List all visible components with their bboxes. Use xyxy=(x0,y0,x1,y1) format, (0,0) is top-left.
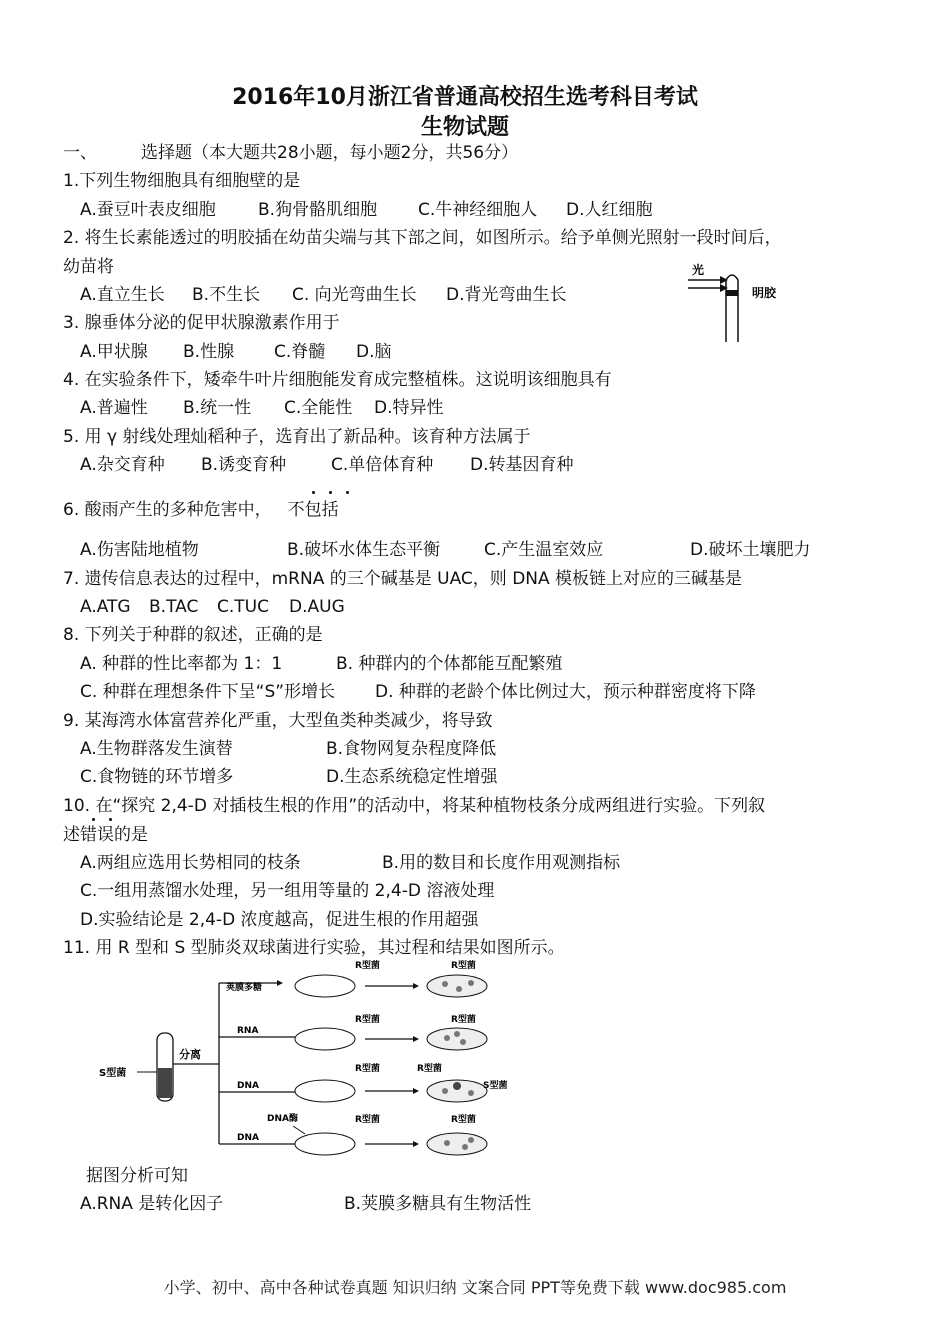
emphasis-dot xyxy=(346,491,349,494)
row-arrowhead xyxy=(277,980,283,986)
q7-option-c: C.TUC xyxy=(217,597,269,617)
question-6-stem xyxy=(63,498,339,522)
question-2-stem: 2. 将生长素能透过的明胶插在幼苗尖端与其下部之间，如图所示。给予单侧光照射一段时间后， xyxy=(63,228,782,248)
q8-option-d: D. 种群的老龄个体比例过大，预示种群密度将下降 xyxy=(375,682,756,702)
q7-option-d: D.AUG xyxy=(289,597,345,617)
section-note: （本大题共28小题，每小题2分，共56分） xyxy=(192,143,519,163)
row-label: DNA xyxy=(237,1133,259,1143)
r-strain-label: R型菌 xyxy=(355,1015,380,1025)
enzyme-arrow xyxy=(293,1126,305,1134)
q7-option-b: B.TAC xyxy=(149,597,199,617)
q10-option-b: B.用的数目和长度作用观测指标 xyxy=(382,853,621,873)
result-arrowhead xyxy=(413,1088,419,1094)
light-label: 光 xyxy=(692,263,705,277)
q1-option-c: C.牛神经细胞人 xyxy=(418,200,538,220)
separate-label: 分离 xyxy=(179,1048,201,1061)
section-heading xyxy=(63,141,518,165)
colony xyxy=(462,1144,468,1150)
q6-option-c: C.产生温室效应 xyxy=(484,540,604,560)
q5-option-c: C.单倍体育种 xyxy=(331,455,434,475)
q5-option-d: D.转基因育种 xyxy=(470,455,574,475)
result-plate xyxy=(427,1133,487,1155)
q8-option-c: C. 种群在理想条件下呈“S”形增长 xyxy=(80,682,336,702)
question-10-stem-cont: 述错误的是 xyxy=(63,825,148,845)
gel-block xyxy=(726,290,738,296)
q3-option-d: D.脑 xyxy=(356,342,392,362)
emphasis-dot xyxy=(312,491,315,494)
q1-option-a: A.蚕豆叶表皮细胞 xyxy=(80,200,216,220)
q4-option-a: A.普遍性 xyxy=(80,398,148,418)
culture-plate xyxy=(295,1028,355,1050)
q6-option-d: D.破坏土壤肥力 xyxy=(690,540,811,560)
culture-plate xyxy=(295,1133,355,1155)
r-strain-label: R型菌 xyxy=(451,1115,476,1125)
colony xyxy=(442,1088,448,1094)
question-3-stem: 3. 腺垂体分泌的促甲状腺激素作用于 xyxy=(63,313,340,333)
tube-label: S型菌 xyxy=(99,1068,127,1079)
s-colony xyxy=(453,1082,461,1090)
seedling-figure xyxy=(680,262,800,344)
result-arrowhead xyxy=(413,1036,419,1042)
q6-emphasis: 不包括 xyxy=(287,500,339,520)
colony xyxy=(454,1031,460,1037)
emphasis-dot xyxy=(329,491,332,494)
row-label: DNA xyxy=(237,1081,259,1091)
q5-option-a: A.杂交育种 xyxy=(80,455,165,475)
enzyme-label: DNA酶 xyxy=(267,1114,298,1124)
row-dna xyxy=(219,1081,295,1092)
q9-option-b: B.食物网复杂程度降低 xyxy=(326,739,497,759)
q2-option-d: D.背光弯曲生长 xyxy=(446,285,567,305)
question-9-stem: 9. 某海湾水体富营养化严重，大型鱼类种类减少，将导致 xyxy=(63,711,493,731)
exam-title: 2016年10月浙江省普通高校招生选考科目考试 xyxy=(232,85,698,110)
q4-option-d: D.特异性 xyxy=(374,398,444,418)
q10-option-d: D.实验结论是 2,4-D 浓度越高，促进生根的作用超强 xyxy=(80,910,479,930)
q11-option-a: A.RNA 是转化因子 xyxy=(80,1194,224,1214)
r-strain-label: R型菌 xyxy=(355,1064,380,1074)
gel-label: 明胶 xyxy=(752,286,777,300)
plate-group-left xyxy=(295,975,355,1155)
r-strain-label: R型菌 xyxy=(355,961,380,971)
q2-option-b: B.不生长 xyxy=(192,285,261,305)
q8-option-b: B. 种群内的个体都能互配繁殖 xyxy=(336,654,563,674)
question-1-stem: 1.下列生物细胞具有细胞壁的是 xyxy=(63,171,301,191)
colony xyxy=(444,1035,450,1041)
colony xyxy=(456,986,462,992)
q9-option-c: C.食物链的环节增多 xyxy=(80,767,234,787)
q9-option-a: A.生物群落发生演替 xyxy=(80,739,233,759)
emphasis-dot xyxy=(92,818,95,821)
q11-after-text: 据图分析可知 xyxy=(86,1166,188,1186)
q7-option-a: A.ATG xyxy=(80,597,131,617)
r-strain-label: R型菌 xyxy=(451,961,476,971)
row-label: RNA xyxy=(237,1026,259,1036)
q1-option-d: D.人红细胞 xyxy=(566,200,653,220)
section-name: 选择题 xyxy=(141,143,192,163)
q10-option-c: C.一组用蒸馏水处理，另一组用等量的 2,4-D 溶液处理 xyxy=(80,881,495,901)
result-arrowhead xyxy=(413,983,419,989)
q10-option-a: A.两组应选用长势相同的枝条 xyxy=(80,853,301,873)
r-labels-left xyxy=(355,959,380,1125)
q2-option-c: C. 向光弯曲生长 xyxy=(292,285,417,305)
colony xyxy=(468,1137,474,1143)
colony xyxy=(444,1140,450,1146)
colony xyxy=(468,980,474,986)
culture-plate xyxy=(295,975,355,997)
r-strain-label: R型菌 xyxy=(355,1115,380,1125)
culture-plate xyxy=(295,1080,355,1102)
transformation-experiment-figure xyxy=(95,958,535,1158)
q4-option-b: B.统一性 xyxy=(183,398,252,418)
q9-option-d: D.生态系统稳定性增强 xyxy=(326,767,498,787)
question-11-stem: 11. 用 R 型和 S 型肺炎双球菌进行实验，其过程和结果如图所示。 xyxy=(63,938,565,958)
r-strain-label: R型菌 xyxy=(417,1064,442,1074)
q6-stem-text: 6. 酸雨产生的多种危害中， xyxy=(63,500,272,520)
q6-option-a: A.伤害陆地植物 xyxy=(80,540,199,560)
question-10-stem: 10. 在“探究 2,4-D 对插枝生根的作用”的活动中，将某种植物枝条分成两组进行实验。下列叙 xyxy=(63,796,766,816)
result-plate xyxy=(427,975,487,997)
question-4-stem: 4. 在实验条件下，矮牵牛叶片细胞能发育成完整植株。这说明该细胞具有 xyxy=(63,370,612,390)
q8-option-a: A. 种群的性比率都为 1：1 xyxy=(80,654,283,674)
page-footer: 小学、初中、高中各种试卷真题 知识归纳 文案合同 PPT等免费下载 www.doc985.com xyxy=(163,1278,787,1297)
q11-option-b: B.荚膜多糖具有生物活性 xyxy=(344,1194,532,1214)
r-strain-label: R型菌 xyxy=(451,1015,476,1025)
q3-option-b: B.性腺 xyxy=(183,342,235,362)
row-capsule xyxy=(219,980,283,993)
colony xyxy=(460,1039,466,1045)
q3-option-c: C.脊髓 xyxy=(274,342,326,362)
question-5-stem: 5. 用 γ 射线处理灿稻种子，选育出了新品种。该育种方法属于 xyxy=(63,427,531,447)
exam-subtitle: 生物试题 xyxy=(420,115,509,140)
result-arrowhead xyxy=(413,1141,419,1147)
colony xyxy=(442,981,448,987)
row-label: 荚膜多糖 xyxy=(226,983,263,993)
section-number: 一、 xyxy=(63,143,97,163)
emphasis-dot xyxy=(109,818,112,821)
colony xyxy=(468,1090,474,1096)
s-strain-label: S型菌 xyxy=(483,1081,508,1091)
row-rna xyxy=(219,1026,295,1037)
question-8-stem: 8. 下列关于种群的叙述，正确的是 xyxy=(63,625,323,645)
question-7-stem: 7. 遗传信息表达的过程中，mRNA 的三个碱基是 UAC，则 DNA 模板链上对应的三碱基是 xyxy=(63,569,743,589)
q3-option-a: A.甲状腺 xyxy=(80,342,148,362)
question-2-stem-cont: 幼苗将 xyxy=(63,257,114,277)
row-dna-enzyme xyxy=(219,1112,305,1144)
seedling-outline xyxy=(726,275,738,342)
q6-option-b: B.破坏水体生态平衡 xyxy=(287,540,441,560)
q1-option-b: B.狗骨骼肌细胞 xyxy=(258,200,378,220)
q5-option-b: B.诱变育种 xyxy=(201,455,287,475)
q2-option-a: A.直立生长 xyxy=(80,285,165,305)
tube-sediment xyxy=(158,1068,172,1098)
q4-option-c: C.全能性 xyxy=(284,398,353,418)
